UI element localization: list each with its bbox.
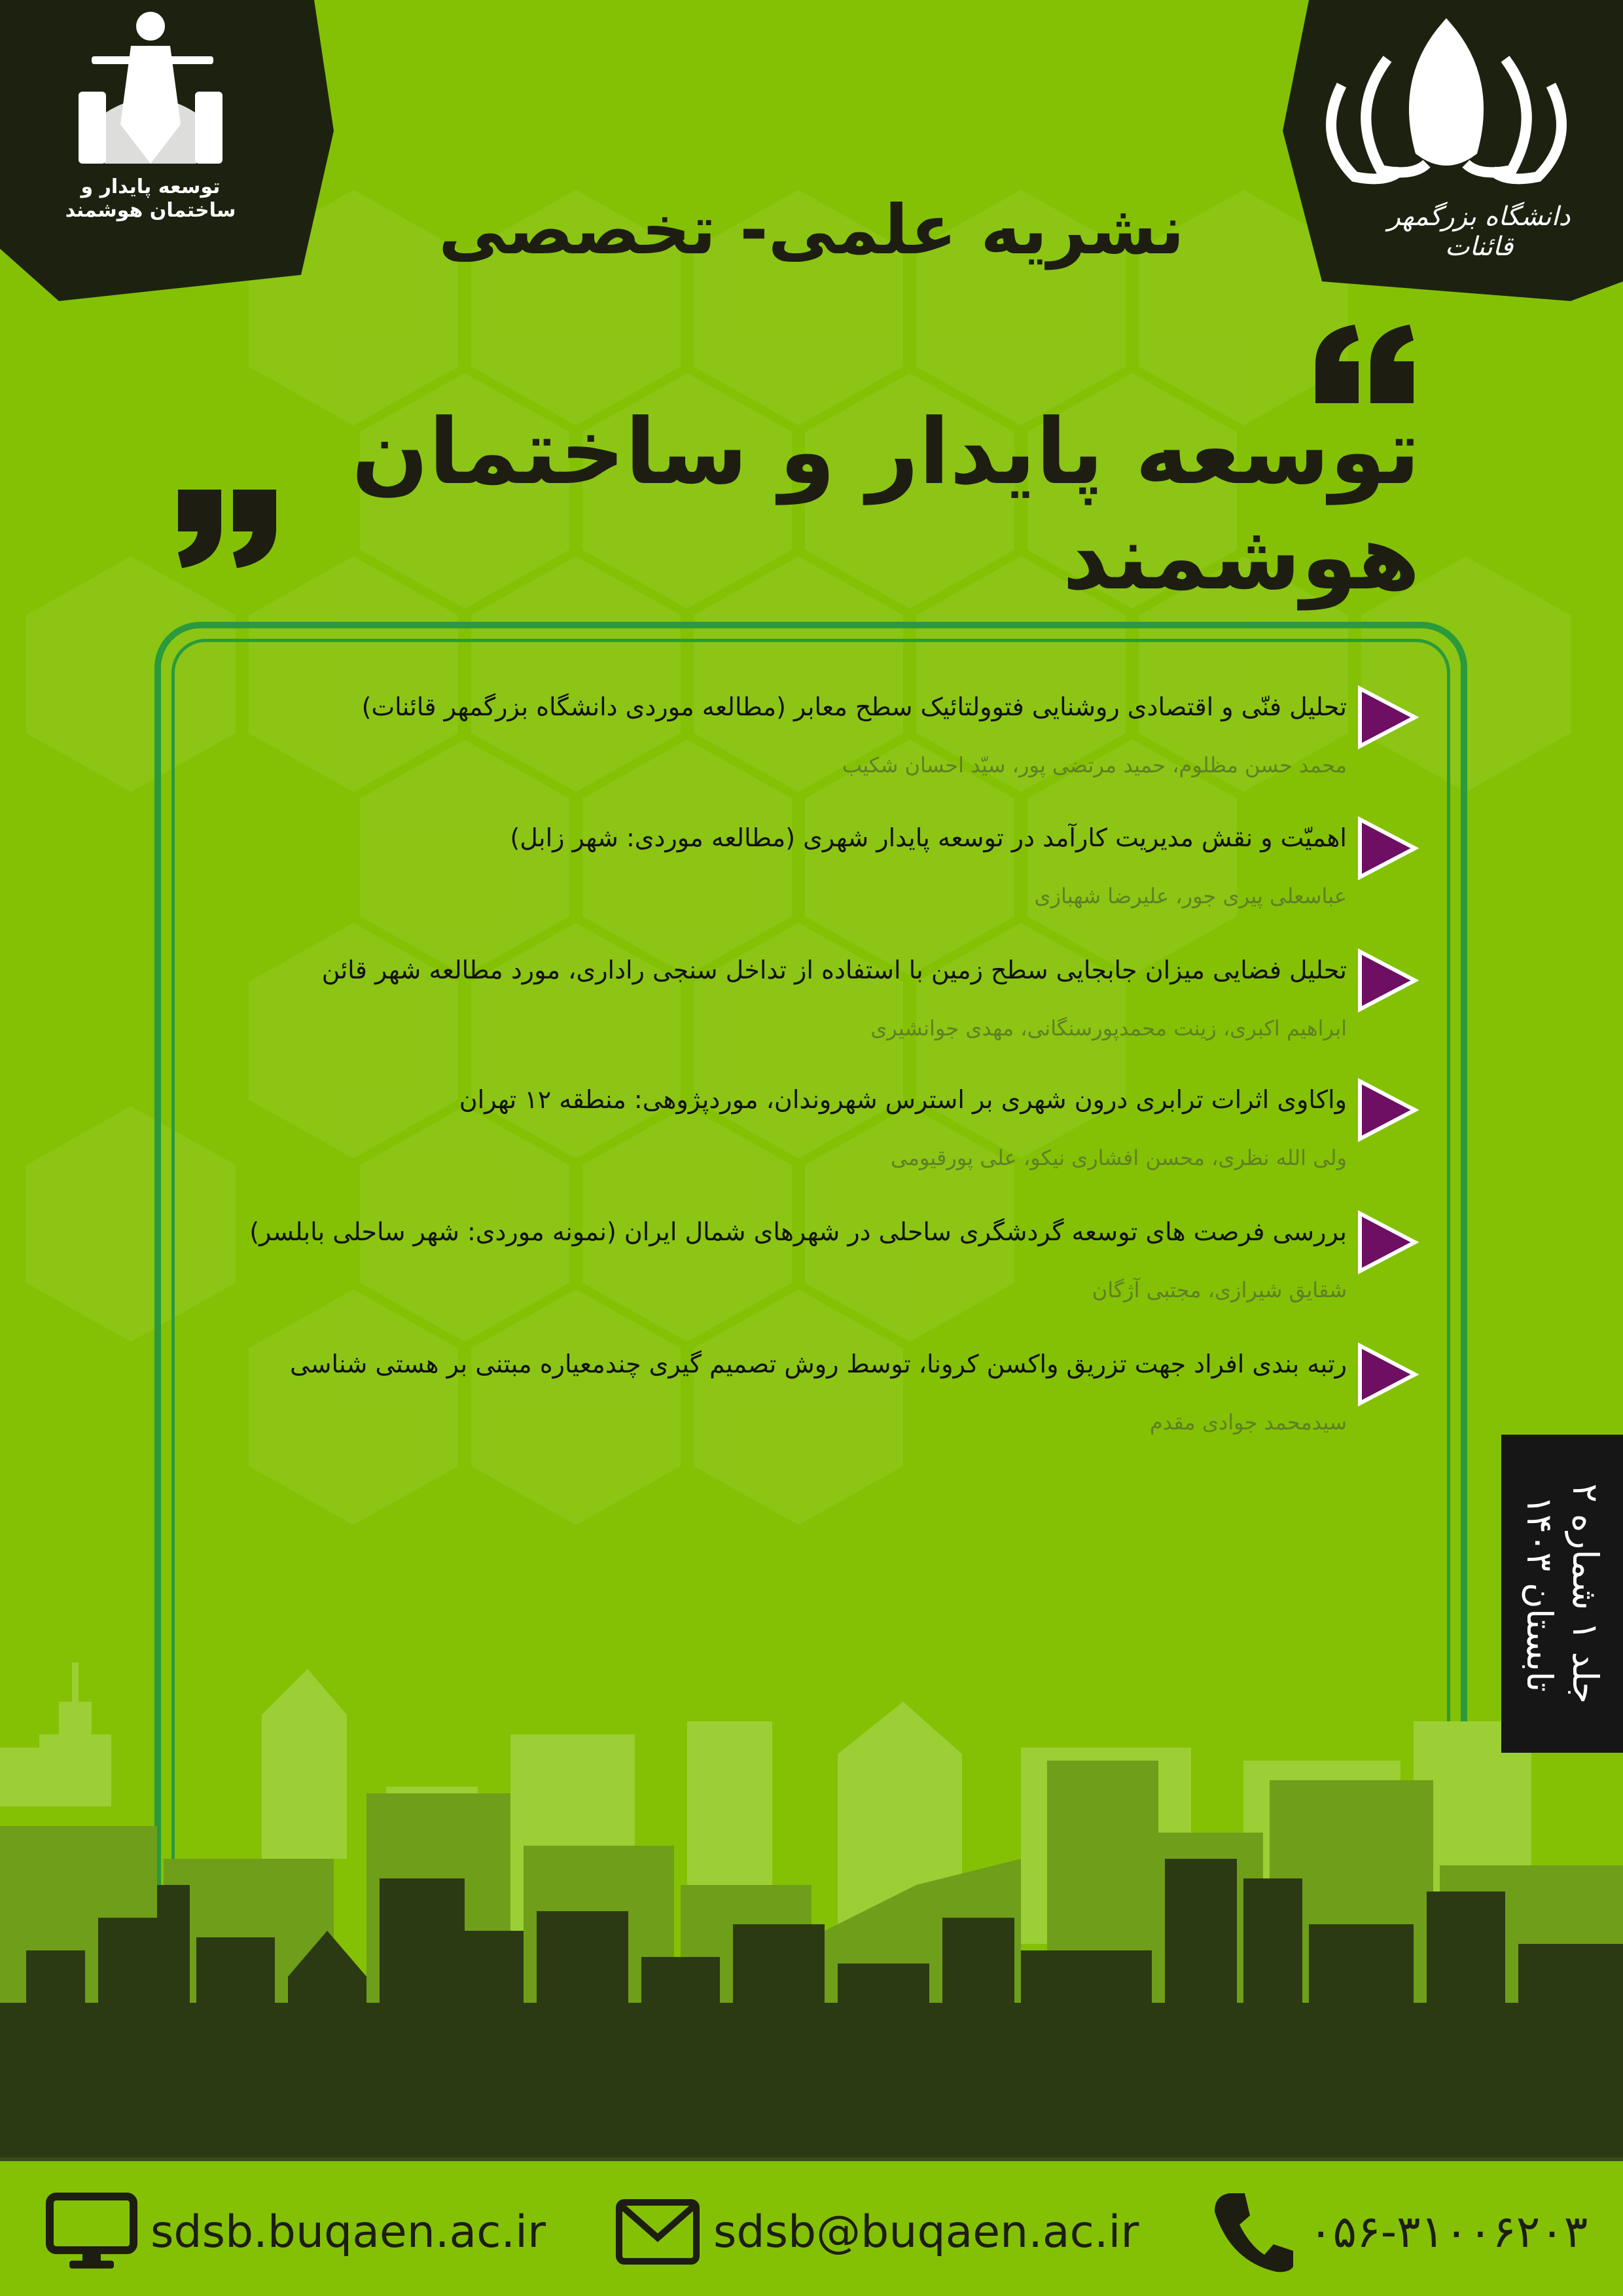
article-title: رتبه بندی افراد جهت تزریق واکسن کرونا، توسط روش تصمیم گیری چندمعیاره مبتنی بر هستی شناسی: [289, 1350, 1347, 1378]
article-title: بررسی فرصت های توسعه گردشگری ساحلی در شهرهای شمال ایران (نمونه موردی: شهر ساحلی بابلسر): [249, 1217, 1347, 1246]
open-quote-icon: [1309, 325, 1420, 403]
season-year-label: تابستان ۱۴۰۳: [1519, 1495, 1560, 1693]
email-contact[interactable]: [615, 2193, 1139, 2271]
article-title: واکاوی اثرات ترابری درون شهری بر استرس شهروندان، موردپژوهی: منطقه ۱۲ تهران: [459, 1085, 1347, 1114]
website-link[interactable]: sdsb.buqaen.ac.ir: [151, 2206, 546, 2258]
journal-title: توسعه پایدار و ساختمان هوشمند: [351, 399, 1420, 610]
journal-logo-text: توسعه پایدار و ساختمان هوشمند: [65, 175, 236, 222]
play-arrow-icon: [1355, 1077, 1420, 1143]
footer-divider: [0, 2157, 1623, 2161]
article-title: اهمیّت و نقش مدیریت کارآمد در توسعه پایدار شهری (مطالعه موردی: شهر زابل): [510, 823, 1347, 852]
article-authors: محمد حسن مظلوم، حمید مرتضی پور، سیّد احسان شکیب: [842, 753, 1347, 778]
city-skyline-illustration: [0, 1662, 1623, 2160]
email-link[interactable]: sdsb@buqaen.ac.ir: [713, 2206, 1139, 2258]
article-authors: شقایق شیرازی، مجتبی آژگان: [1092, 1278, 1347, 1302]
journal-subtitle: نشریه علمی- تخصصی: [438, 190, 1185, 270]
play-arrow-icon: [1355, 816, 1420, 881]
play-arrow-icon: [1355, 685, 1420, 750]
phone-contact[interactable]: [1211, 2193, 1588, 2271]
envelope-icon: [615, 2196, 700, 2268]
phone-number[interactable]: ۰۵۶-۳۱۰۰۶۲۰۳: [1309, 2206, 1588, 2258]
play-arrow-icon: [1355, 1210, 1420, 1275]
article-authors: عباسعلی پیری جور، علیرضا شهبازی: [1034, 884, 1347, 908]
issue-info-box: [1501, 1435, 1623, 1753]
volume-issue-label: جلد ۱ شماره ۲: [1565, 1483, 1606, 1704]
phone-icon: [1211, 2189, 1296, 2274]
play-arrow-icon: [1355, 948, 1420, 1013]
article-title: تحلیل فضایی میزان جابجایی سطح زمین با استفاده از تداخل سنجی راداری، مورد مطالعه شهر قائن: [321, 956, 1347, 984]
close-quote-icon: [171, 490, 283, 568]
play-arrow-icon: [1355, 1342, 1420, 1407]
article-authors: ابراهیم اکبری، زینت محمدپورسنگانی، مهدی جوانشیری: [870, 1016, 1347, 1041]
website-contact[interactable]: [46, 2193, 546, 2271]
article-title: تحلیل فنّی و اقتصادی روشنایی فتوولتائیک سطح معابر (مطالعه موردی دانشگاه بزرگمهر قائنات): [361, 692, 1347, 721]
article-authors: ولی الله نظری، محسن افشاری نیکو، علی پورقیومی: [891, 1145, 1347, 1170]
monitor-icon: [46, 2193, 137, 2271]
university-logo-text: دانشگاه بزرگمهر قائنات: [1387, 202, 1571, 262]
article-authors: سیدمحمد جوادی مقدم: [1149, 1410, 1347, 1435]
issue-info: [1516, 1435, 1608, 1753]
